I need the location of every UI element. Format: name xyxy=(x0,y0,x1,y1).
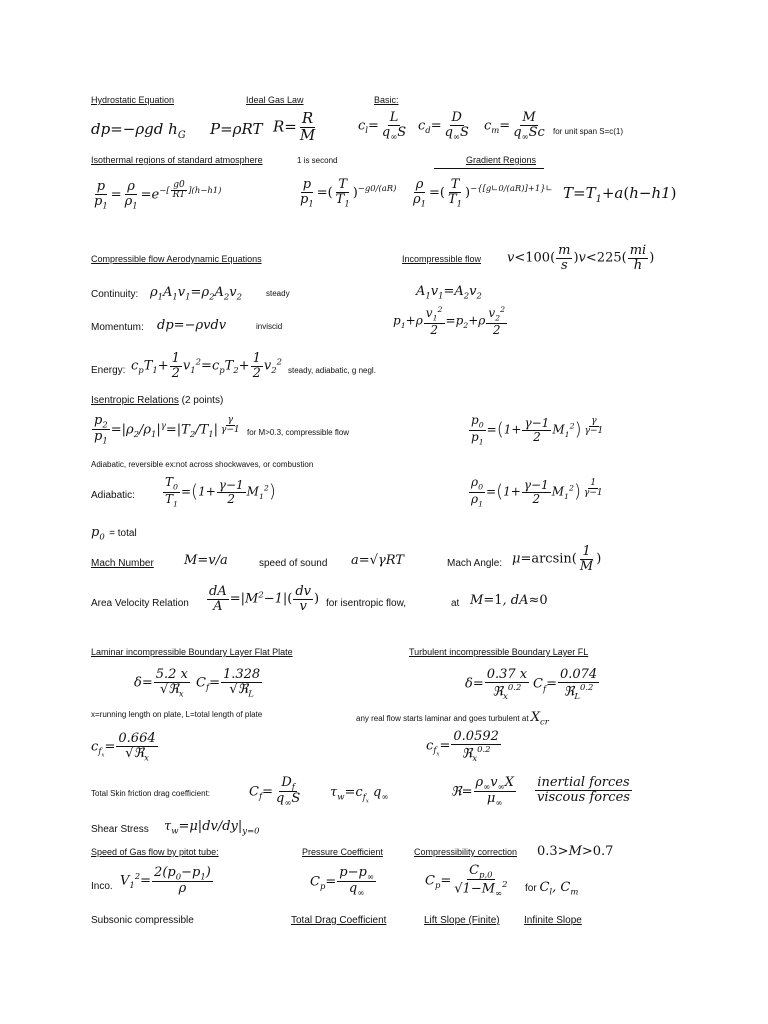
isentropic-flow-note: for isentropic flow, xyxy=(326,598,407,609)
laminar-heading: Laminar incompressible Boundary Layer Flat Plate xyxy=(91,647,293,657)
skin-friction-label: Total Skin friction drag coefficient: xyxy=(91,789,211,798)
continuity-equation: $\rho_1A_1v_1=\rho_2A_2v_2$ xyxy=(150,285,242,302)
isentropic-pressure-equation: $\frac{p_2}{p_1}$ $=|\rho_2/\rho_1|^\gamma=|T_2/T_1|$ $^{\frac{\gamma}{\gamma-1}}$ xyxy=(94,413,240,447)
drag-coefficient-equation: $c_d=$ $\frac{D}{q_\infty S}$ xyxy=(418,110,469,142)
gradient-density-equation: $\frac{\rho}{\rho_1}$ =( $\frac{T}{T_1}$ )$^{-\{[g∟0/(aR)]+1\}∟}$ xyxy=(413,177,553,209)
lift-slope-heading: Lift Slope (Finite) xyxy=(424,915,500,926)
mach-number-equation: M=v/a xyxy=(184,553,228,568)
gradient-temperature-equation: $T=T_1+a(h-h1)$ xyxy=(563,184,677,205)
shear-stress-equation: $\tau_w=\mu|dv/dy|_{y=0}$ xyxy=(164,819,260,836)
subsonic-label: Subsonic compressible xyxy=(91,915,194,926)
for-cl-cm-label: for $C_l$, $C_m$ xyxy=(525,880,579,897)
running-length-note: x=running length on plate, L=total length of plate xyxy=(91,710,263,719)
energy-note: steady, adiabatic, g negl. xyxy=(288,366,376,375)
speed-of-sound-equation: a=√γRT xyxy=(351,553,404,568)
incompressible-heading: Incompressible flow xyxy=(402,254,482,264)
mach-number-heading: Mach Number xyxy=(91,558,154,569)
momentum-label: Momentum: xyxy=(91,322,144,333)
turbulent-local-friction: $c_{f_x}=$ $\frac{0.0592}{ℜ_x^{0.2}}$ xyxy=(426,729,499,763)
isentropic-heading: Isentropic Relations (2 points) xyxy=(91,395,224,406)
wall-shear-equation: $\tau_w=c_{f_x}$ $q_\infty$ xyxy=(330,785,389,805)
inviscid-note: inviscid xyxy=(256,322,283,331)
reynolds-equation: ℜ= $\frac{\rho_\infty v_\infty X}{\mu_\infty}$ xyxy=(451,775,514,809)
area-velocity-equation: $\frac{dA}{A}$ $=|M^2-1|$( $\frac{dv}{v}$ ) xyxy=(209,584,320,614)
momentum-equation: dp=−ρvdv xyxy=(157,318,227,333)
stagnation-density-equation: $\frac{\rho_0}{\rho_1}$ =(1+ $\frac{\gamma-1}{2}$ $M_1^2$) $^{\frac{1}{\gamma-1}}$ xyxy=(471,475,603,508)
turbulent-heading: Turbulent incompressible Boundary Layer FL xyxy=(409,647,589,657)
skin-friction-equation: $C_f=$ $\frac{D_f}{q_\infty S}$ xyxy=(249,775,301,809)
compressibility-range: 0.3>M>0.7 xyxy=(537,844,614,859)
at-label: at xyxy=(451,598,460,609)
stagnation-pressure-equation: $\frac{p_0}{p_1}$ =(1+ $\frac{\gamma-1}{2}$ $M_1^2$) $^{\frac{\gamma}{\gamma-1}}$ xyxy=(471,413,604,446)
incompressible-continuity: $A_1v_1=A_2v_2$ xyxy=(416,284,482,301)
bernoulli-equation: $p_1+\rho$ $\frac{v_1^2}{2}$ $=p_2+\rho$ $\frac{v_2^2}{2}$ xyxy=(393,305,506,337)
isothermal-equation: $\frac{p}{p_1}$ = $\frac{\rho}{\rho_1}$ $=e^{-[ \frac{g0}{RT} ](h-h1)}$ xyxy=(94,179,222,211)
hydrostatic-heading: Hydrostatic Equation xyxy=(91,95,175,105)
energy-equation: $c_pT_1+$ $\frac{1}{2}$ $v_1^2=c_pT_2+$ $\frac{1}{2}$ $v_2^2$ xyxy=(131,351,282,381)
continuity-label: Continuity: xyxy=(91,289,139,300)
adiabatic-label: Adiabatic: xyxy=(91,490,135,501)
moment-coefficient-equation: $c_m=$ $\frac{M}{q_\infty Sc}$ xyxy=(484,110,545,142)
hydrostatic-equation: dp=−ρgd $h_G$ xyxy=(91,120,186,141)
unit-span-note: for unit span S=c(1) xyxy=(553,127,624,136)
adiabatic-note: Adiabatic, reversible ex:not across shockwaves, or combustion xyxy=(91,460,314,469)
energy-label: Energy: xyxy=(91,365,126,376)
pressure-coefficient-equation: $C_p=$ $\frac{p-p_\infty}{q_\infty}$ xyxy=(310,865,374,899)
ideal-gas-equation: P=ρRT xyxy=(210,120,263,138)
mach-angle-equation: μ=arcsin( $\frac{1}{M}$ ) xyxy=(512,544,602,574)
steady-note: steady xyxy=(266,289,290,298)
sonic-condition: M=1, dA≈0 xyxy=(470,593,548,608)
laminar-skin-friction-equation: $C_f=$ $\frac{1.328}{√ℜ_L}$ xyxy=(196,667,261,699)
turbulent-thickness-equation: δ= $\frac{0.37 x}{ℜ_x^{0.2}}$ xyxy=(465,667,528,701)
inco-label: Inco. xyxy=(91,881,113,892)
incompressible-condition: v<100( $\frac{m}{s}$ )v<225( $\frac{mi}{h}$ ) xyxy=(507,243,655,273)
area-velocity-label: Area Velocity Relation xyxy=(91,598,189,609)
infinite-slope-heading: Infinite Slope xyxy=(524,915,582,926)
laminar-thickness-equation: δ= $\frac{5.2 x}{√ℜ_x}$ xyxy=(134,667,188,699)
basic-heading: Basic: xyxy=(374,95,399,105)
gradient-pressure-equation: $\frac{p}{p_1}$ =( $\frac{T}{T_1}$ )$^{-g0/(aR)}$ xyxy=(300,177,397,209)
m03-note: for M>0.3, compressible flow xyxy=(247,428,350,437)
gradient-heading: Gradient Regions xyxy=(466,155,537,165)
turbulent-skin-friction-equation: $C_f=$ $\frac{0.074}{ℜ_L^{0.2}}$ xyxy=(533,667,598,701)
compressible-heading: Compressible flow Aerodynamic Equations xyxy=(91,254,262,264)
lift-coefficient-equation: $c_l=$ $\frac{L}{q_\infty S}$ xyxy=(358,110,407,142)
real-flow-note: any real flow starts laminar and goes turbulent at $X_{cr}$ xyxy=(356,710,549,727)
laminar-local-friction: $c_{f_x}=$ $\frac{0.664}{√ℜ_x}$ xyxy=(91,731,156,763)
pitot-heading: Speed of Gas flow by pitot tube: xyxy=(91,847,219,857)
prandtl-glauert-equation: $C_p=$ $\frac{C_{p,0}}{√1-M_\infty^2}$ xyxy=(425,863,508,899)
isothermal-note: 1 is second xyxy=(297,156,338,165)
reynolds-ratio: $\frac{\text{inertial forces}}{\text{viscous forces}}$ xyxy=(537,775,630,805)
pressure-coefficient-heading: Pressure Coefficient xyxy=(302,847,383,857)
mach-angle-label: Mach Angle: xyxy=(447,558,503,569)
compressibility-heading: Compressibility correction xyxy=(414,847,518,857)
speed-of-sound-label: speed of sound xyxy=(259,558,328,569)
isothermal-heading: Isothermal regions of standard atmosphere xyxy=(91,155,263,165)
shear-stress-label: Shear Stress xyxy=(91,824,149,835)
gradient-rule xyxy=(434,168,544,169)
ideal-gas-heading: Ideal Gas Law xyxy=(246,95,304,105)
total-drag-heading: Total Drag Coefficient xyxy=(291,915,387,926)
pitot-equation: $V_1^2=$ $\frac{2(p_0-p_1)}{\rho}$ xyxy=(120,865,211,897)
gas-constant-equation: R= $\frac{R}{M}$ xyxy=(273,109,316,144)
p0-total: $p_0$ = total xyxy=(91,525,137,542)
stagnation-temperature-equation: $\frac{T_0}{T_1}$ =(1+ $\frac{\gamma-1}{2}$ $M_1^2$) xyxy=(165,475,276,508)
